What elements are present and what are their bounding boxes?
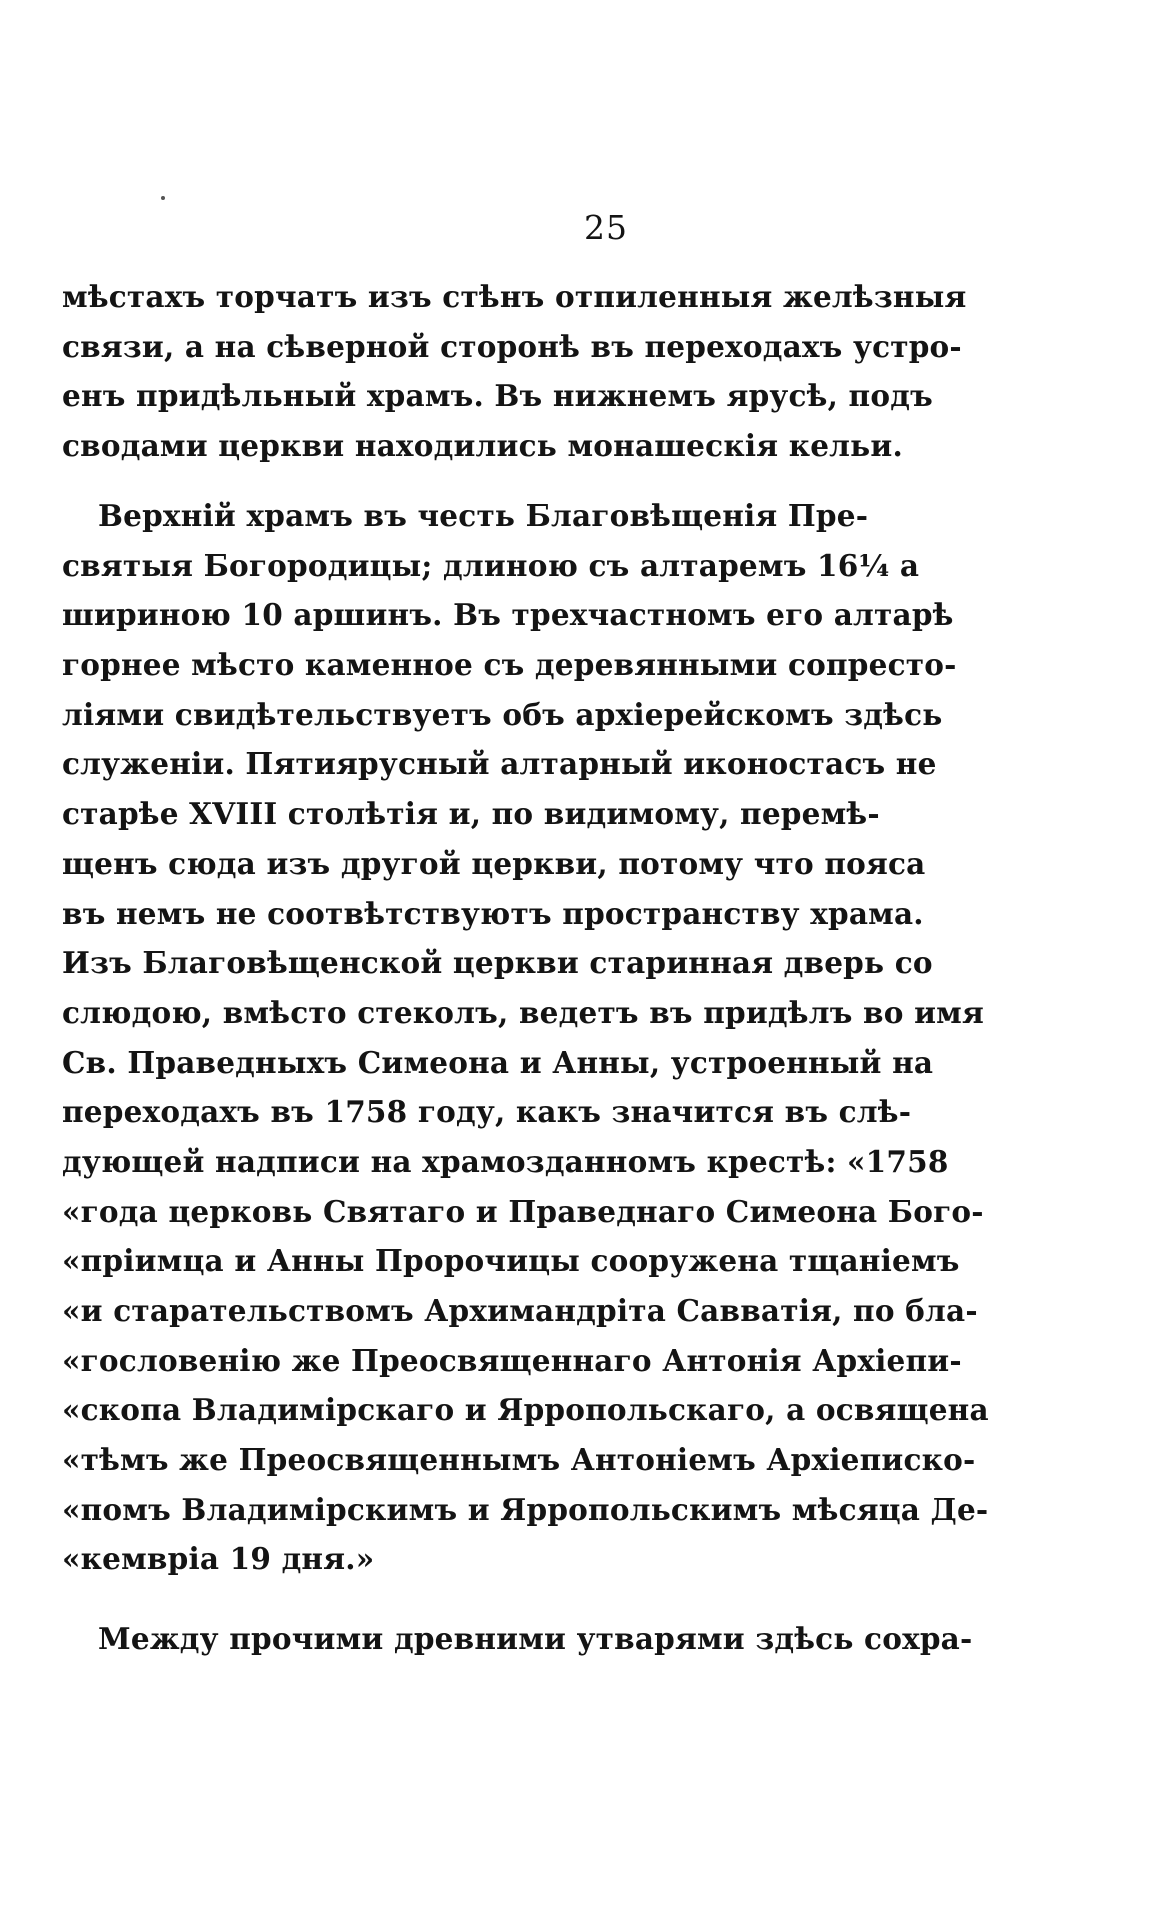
text-line: «скопа Владимірскаго и Ярропольскаго, а освящена xyxy=(62,1392,989,1428)
text-line: ліями свидѣтельствуетъ объ архіерейскомъ здѣсь xyxy=(62,696,943,732)
text-line: переходахъ въ 1758 году, какъ значится въ слѣ- xyxy=(62,1094,912,1130)
text-line: связи, а на сѣверной сторонѣ въ переходахъ устро- xyxy=(62,328,962,364)
paragraph-3 xyxy=(62,1614,973,1664)
text-line: въ немъ не соотвѣтствуютъ пространству храма. xyxy=(62,895,924,931)
text-line: горнее мѣсто каменное съ деревянными сопресто- xyxy=(62,647,957,683)
text-line: енъ придѣльный храмъ. Въ нижнемъ ярусѣ, подъ xyxy=(62,378,933,414)
text-line: сводами церкви находились монашескія кельи. xyxy=(62,428,903,464)
text-line: «и старательствомъ Архимандріта Савватія, по бла- xyxy=(62,1293,978,1328)
text-line: шириною 10 аршинъ. Въ трехчастномъ его алтарѣ xyxy=(62,597,954,633)
text-line: мѣстахъ торчатъ изъ стѣнъ отпиленныя желѣзныя xyxy=(62,279,967,314)
text-line: «года церковь Святаго и Праведнаго Симеона Бого- xyxy=(62,1193,984,1229)
text-line: «кемвріа 19 дня.» xyxy=(62,1541,375,1577)
paragraph-1 xyxy=(62,272,967,471)
text-line: Изъ Благовѣщенской церкви старинная дверь со xyxy=(62,945,933,981)
page-number: 25 xyxy=(584,208,628,247)
text-line: Св. Праведныхъ Симеона и Анны, устроенный на xyxy=(62,1044,934,1080)
text-line: «помъ Владимірскимъ и Ярропольскимъ мѣсяца Де- xyxy=(62,1491,989,1527)
text-line: Верхній храмъ въ честь Благовѣщенія Пре- xyxy=(98,498,869,533)
print-speck xyxy=(161,196,165,200)
text-line: «пріимца и Анны Пророчицы сооружена тщаніемъ xyxy=(62,1243,960,1279)
text-line: дующей надписи на храмозданномъ крестѣ: «1758 xyxy=(62,1143,949,1179)
text-line: щенъ сюда изъ другой церкви, потому что пояса xyxy=(62,845,926,881)
text-line: святыя Богородицы; длиною съ алтаремъ 16¼ а xyxy=(62,547,920,583)
text-line: Между прочими древними утварями здѣсь сохра- xyxy=(98,1621,973,1656)
text-line: «гословенію же Преосвященнаго Антонія Архіепи- xyxy=(62,1342,962,1378)
text-line: старѣе XVIII столѣтія и, по видимому, перемѣ- xyxy=(62,796,880,832)
text-line: служеніи. Пятиярусный алтарный иконостасъ не xyxy=(62,746,937,782)
text-line: «тѣмъ же Преосвященнымъ Антоніемъ Архіеписко- xyxy=(62,1442,976,1478)
text-line: слюдою, вмѣсто стеколъ, ведетъ въ придѣлъ во имя xyxy=(62,994,984,1030)
paragraph-2 xyxy=(62,491,989,1584)
